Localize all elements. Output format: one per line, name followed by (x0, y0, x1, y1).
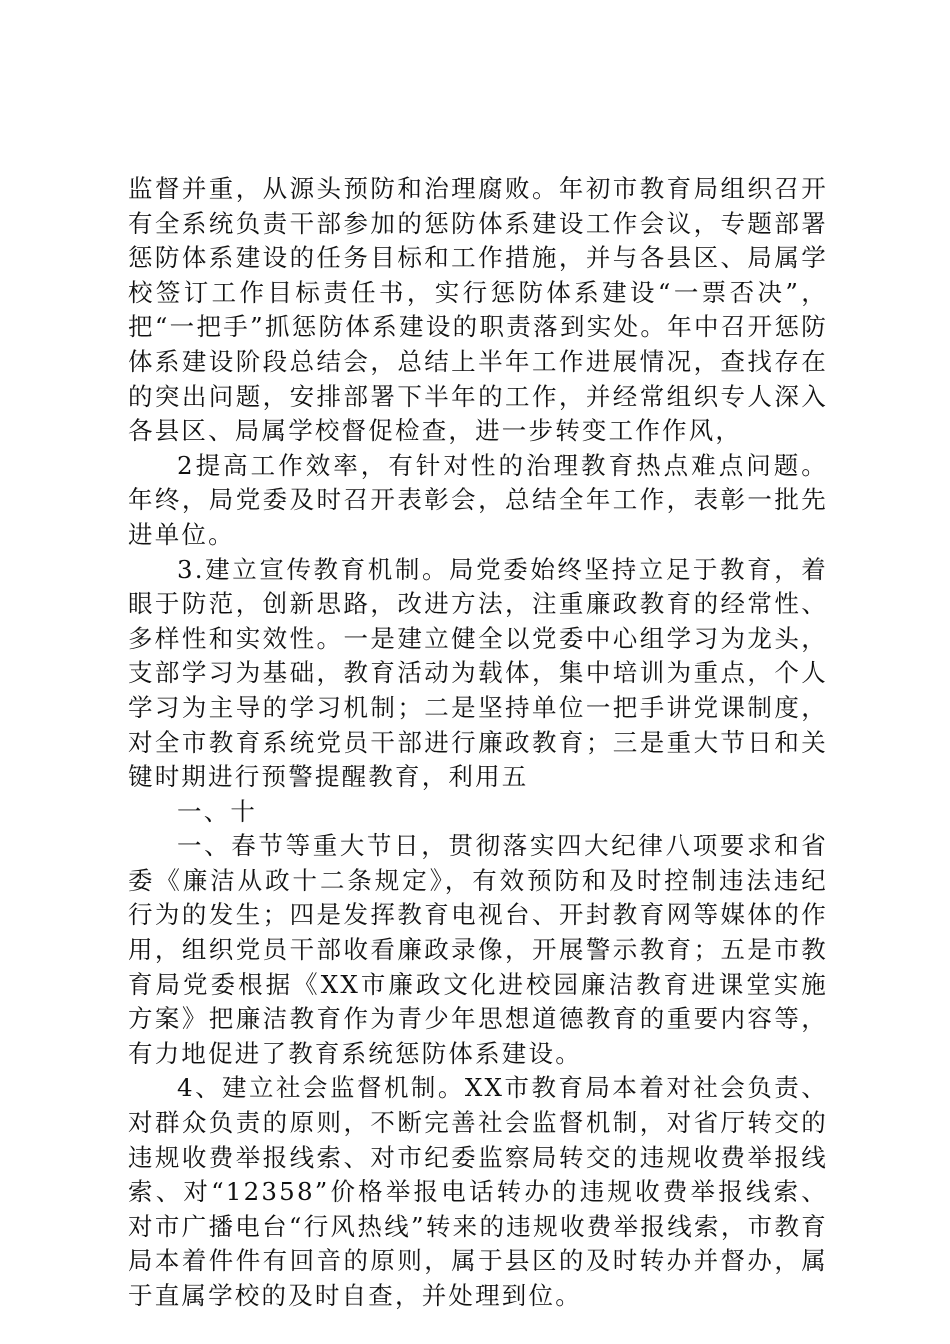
paragraph-2: 2提高工作效率，有针对性的治理教育热点难点问题。年终，局党委及时召开表彰会，总结全年工作，表彰一批先进单位。 (128, 450, 828, 549)
paragraph-1: 监督并重，从源头预防和治理腐败。年初市教育局组织召开有全系统负责干部参加的惩防体系建设工作会议，专题部署惩防体系建设的任务目标和工作措施，并与各县区、局属学校签订工作目标责任书，实行惩防体系建设“一票否决”，把“一把手”抓惩防体系建设的职责落到实处。年中召开惩防体系建设阶段总结会，总结上半年工作进展情况，查找存在的突出问题，安排部署下半年的工作，并经常组织专人深入各县区、局属学校督促检查，进一步转变工作作风， (128, 174, 828, 446)
paragraph-4: 一、十 (177, 796, 258, 826)
paragraph-6: 4、建立社会监督机制。XX市教育局本着对社会负责、对群众负责的原则，不断完善社会监督机制，对省厅转交的违规收费举报线索、对市纪委监察局转交的违规收费举报线索、对“12358”价格举报电话转办的违规收费举报线索、对市广播电台“行风热线”转来的违规收费举报线索，市教育局本着件件有回音的原则，属于县区的及时转办并督办，属于直属学校的及时自查，并处理到位。 (128, 1073, 828, 1310)
paragraph-5: 一、春节等重大节日，贯彻落实四大纪律八项要求和省委《廉洁从政十二条规定》，有效预防和及时控制违法违纪行为的发生；四是发挥教育电视台、开封教育网等媒体的作用，组织党员干部收看廉政录像，开展警示教育；五是市教育局党委根据《XX市廉政文化进校园廉洁教育进课堂实施方案》把廉洁教育作为青少年思想道德教育的重要内容等，有力地促进了教育系统惩防体系建设。 (128, 831, 828, 1068)
document-body (128, 172, 828, 1314)
paragraph-3: 3.建立宣传教育机制。局党委始终坚持立足于教育，着眼于防范，创新思路，改进方法，注重廉政教育的经常性、多样性和实效性。一是建立健全以党委中心组学习为龙头，支部学习为基础，教育活动为载体，集中培训为重点，个人学习为主导的学习机制；二是坚持单位一把手讲党课制度，对全市教育系统党员干部进行廉政教育；三是重大节日和关键时期进行预警提醒教育，利用五 (128, 554, 828, 792)
